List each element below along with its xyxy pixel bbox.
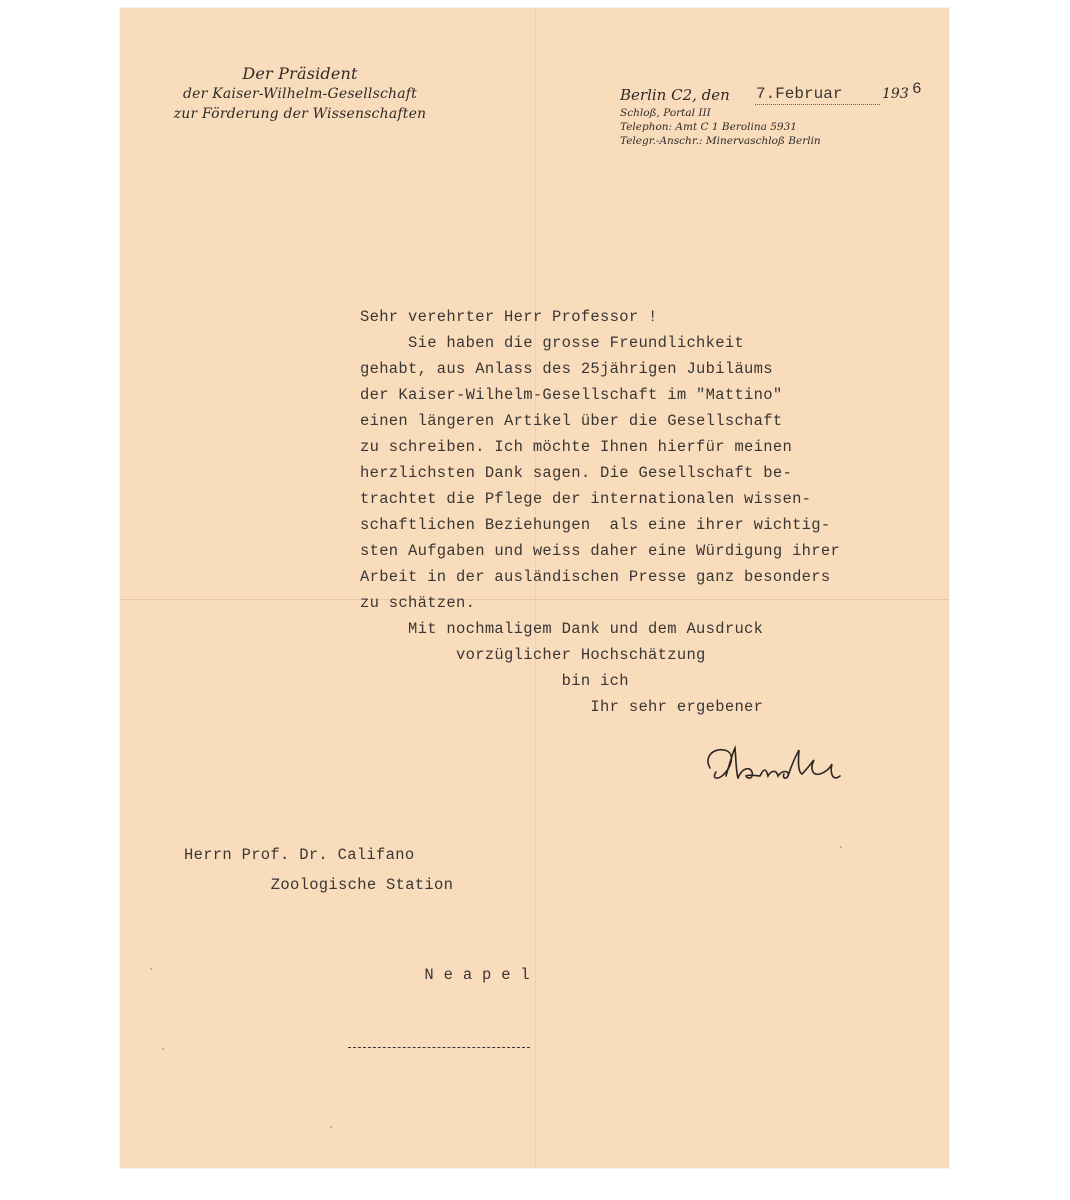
body-line: gehabt, aus Anlass des 25jährigen Jubiläums: [360, 360, 773, 378]
closing-line: Ihr sehr ergebener: [360, 698, 764, 716]
recipient-city: [348, 930, 530, 1050]
date-underline: [755, 104, 880, 105]
letterhead-org: der Kaiser-Wilhelm-Gesellschaft: [183, 86, 417, 102]
paper-speck: [840, 846, 842, 848]
typed-date: 7.Februar: [756, 85, 843, 103]
letter-body: [360, 304, 840, 720]
body-line: sten Aufgaben und weiss daher eine Würdigung ihrer: [360, 542, 841, 560]
paper-speck: [162, 1048, 164, 1050]
body-line: Sie haben die grosse Freundlichkeit: [360, 334, 745, 352]
letterhead-title: Der Präsident: [242, 64, 358, 83]
address-telephone: Telephon: Amt C 1 Berolina 5931: [620, 121, 797, 133]
typed-year-digit: 6: [912, 80, 922, 98]
body-line: trachtet die Pflege der internationalen wissen-: [360, 490, 812, 508]
recipient-city-underline: [348, 1047, 530, 1048]
closing-line: bin ich: [360, 672, 629, 690]
salutation: Sehr verehrter Herr Professor !: [360, 308, 658, 326]
recipient-institution: Zoologische Station: [242, 876, 454, 894]
letterhead-purpose: zur Förderung der Wissenschaften: [173, 106, 427, 122]
recipient-city-row: [290, 900, 531, 984]
recipient-name: Herrn Prof. Dr. Califano: [184, 846, 415, 864]
closing-line: Mit nochmaligem Dank und dem Ausdruck: [360, 620, 764, 638]
body-line: herzlichsten Dank sagen. Die Gesellschaft be-: [360, 464, 793, 482]
printed-year: 193: [882, 86, 909, 102]
body-line: schaftlichen Beziehungen als eine ihrer wichtig-: [360, 516, 831, 534]
letter-paper: [120, 8, 949, 1168]
recipient-address: [184, 840, 531, 984]
handwritten-signature: [702, 728, 852, 798]
body-line: zu schätzen.: [360, 594, 476, 612]
paper-speck: [150, 968, 152, 970]
body-line: der Kaiser-Wilhelm-Gesellschaft im "Mattino": [360, 386, 783, 404]
address-castle: Schloß, Portal III: [620, 107, 711, 119]
city-label: Berlin C2, den: [620, 86, 730, 104]
closing-line: vorzüglicher Hochschätzung: [360, 646, 706, 664]
body-line: zu schreiben. Ich möchte Ihnen hierfür meinen: [360, 438, 793, 456]
recipient-city-text: N e a p e l: [424, 966, 531, 984]
paper-speck: [330, 1126, 332, 1128]
letterhead-sender: [120, 64, 480, 124]
letterhead-place-date: [620, 80, 949, 148]
date-line: [620, 80, 949, 106]
address-telegram: Telegr.-Anschr.: Minervaschloß Berlin: [620, 135, 821, 147]
body-line: einen längeren Artikel über die Gesellschaft: [360, 412, 783, 430]
body-line: Arbeit in der ausländischen Presse ganz besonders: [360, 568, 831, 586]
